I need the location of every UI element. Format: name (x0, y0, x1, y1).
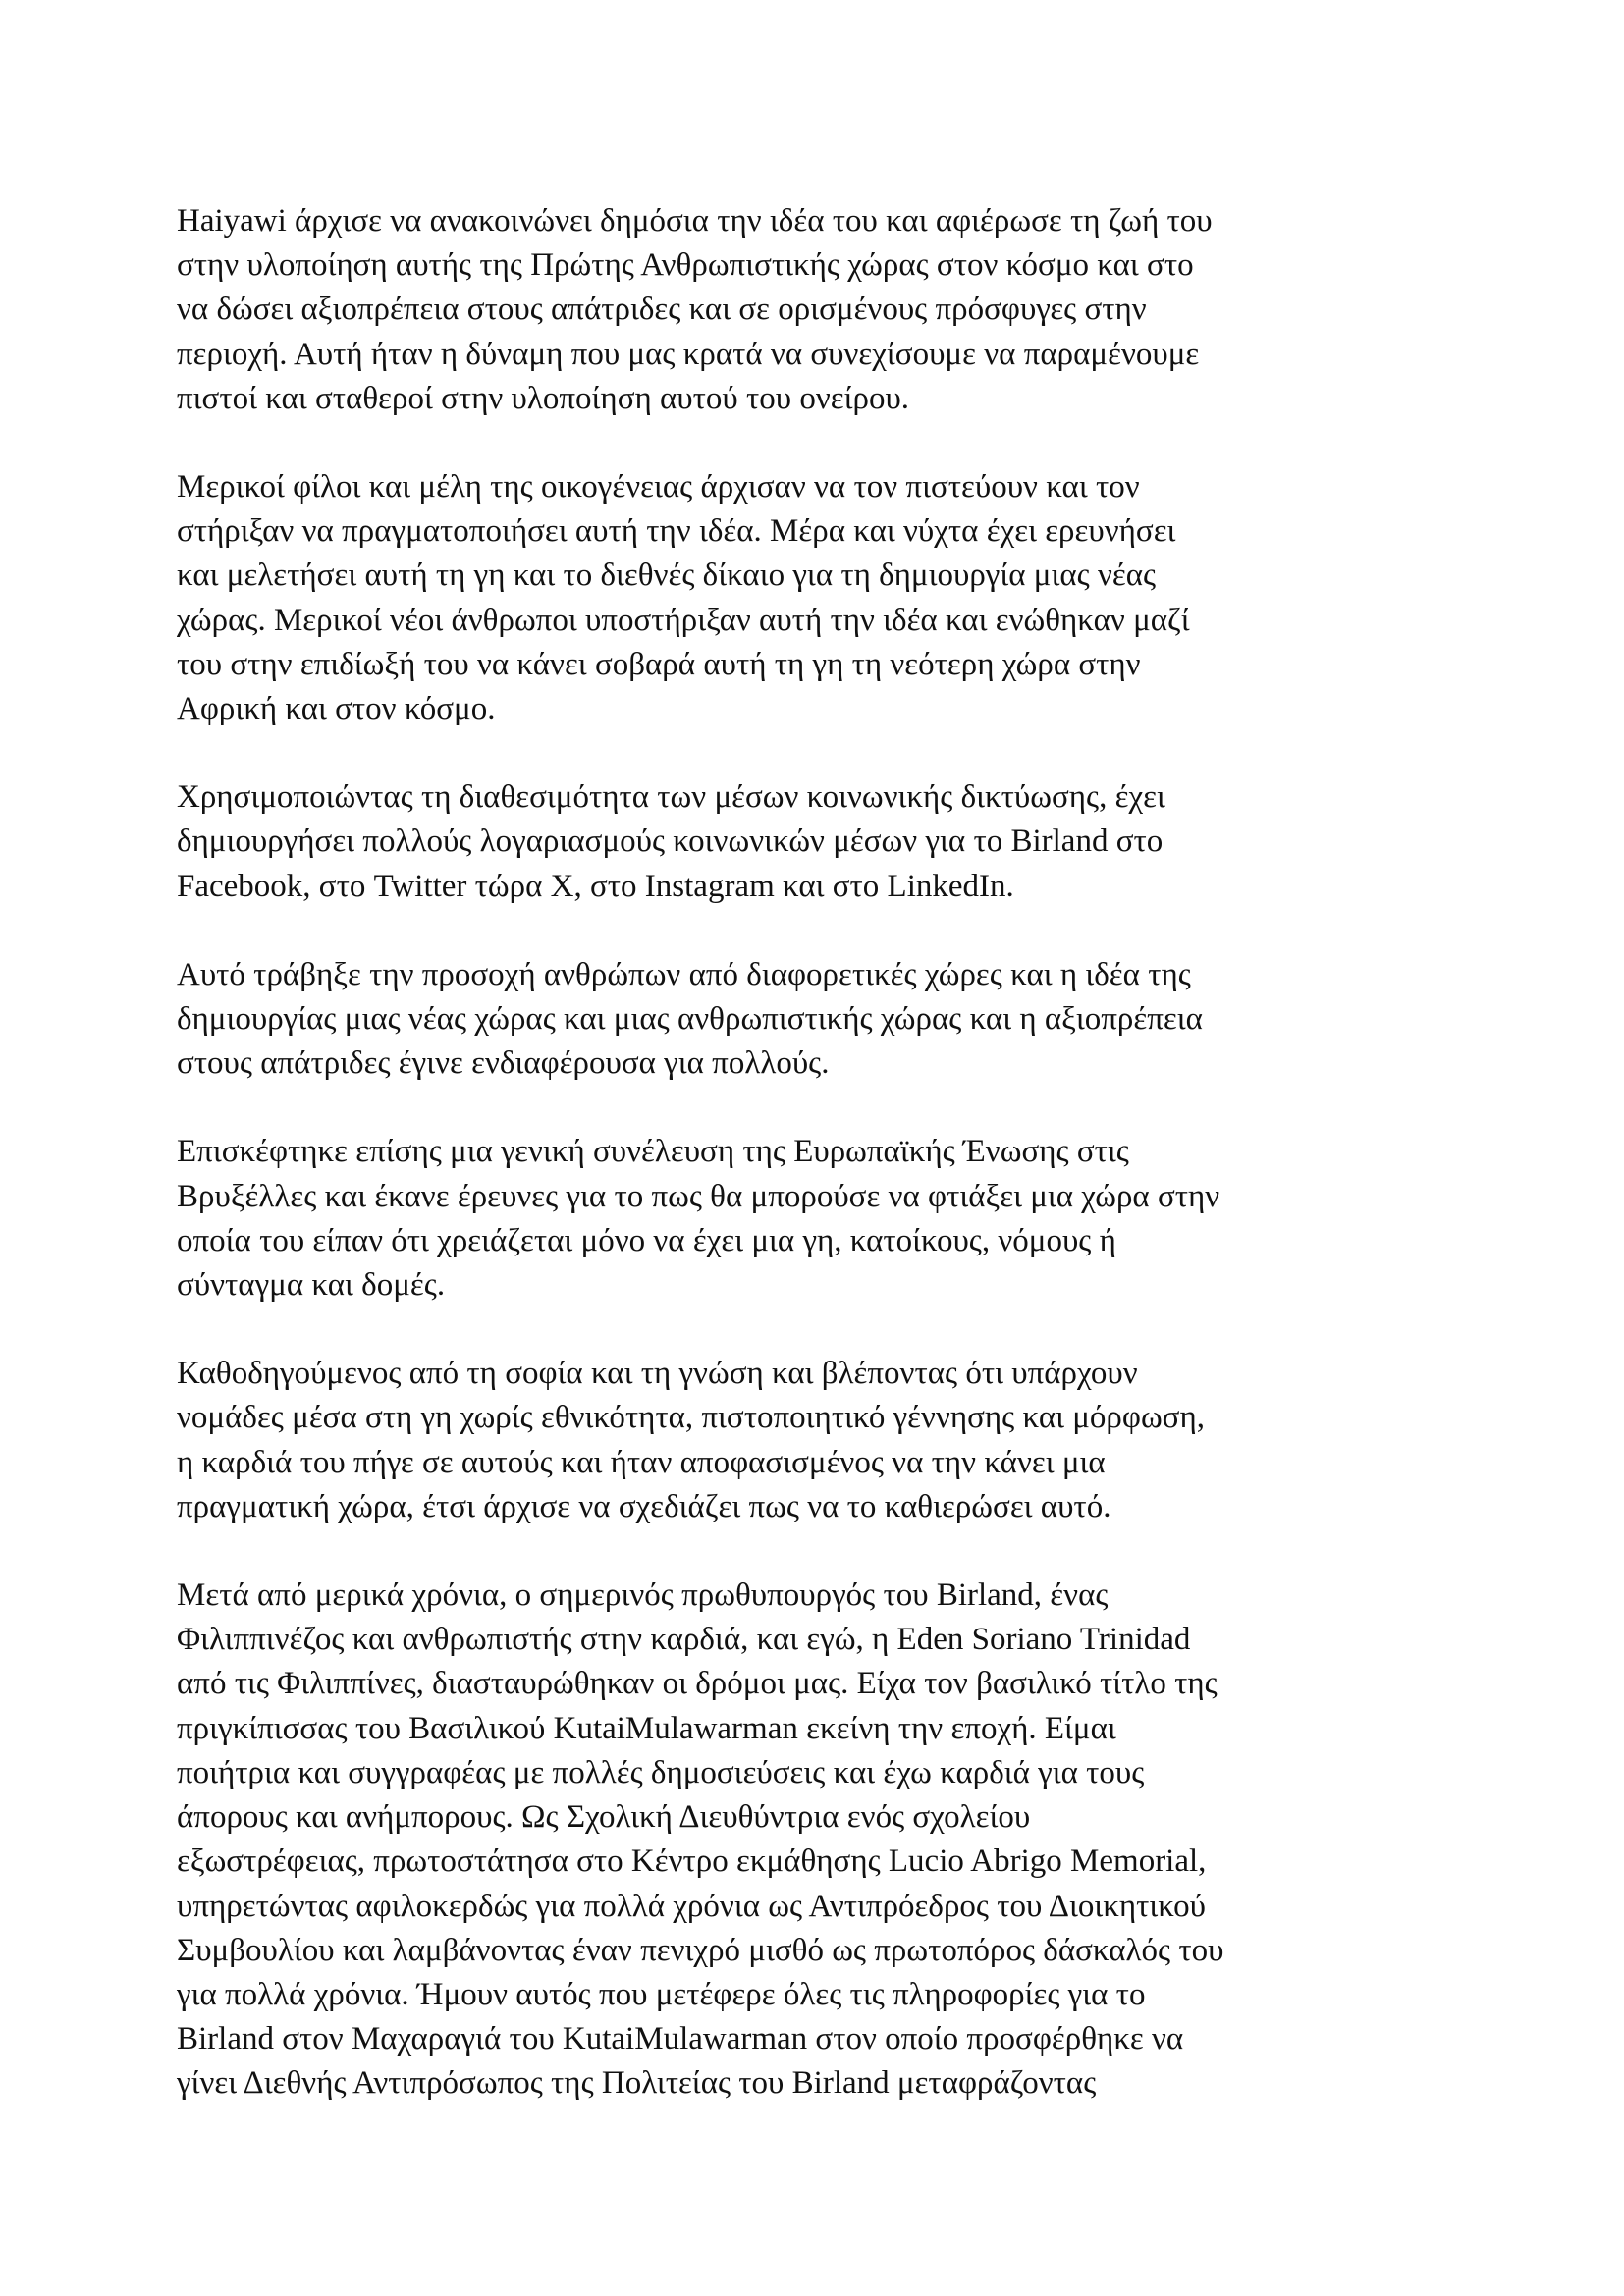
text-line: Φιλιππινέζος και ανθρωπιστής στην καρδιά, και εγώ, η Eden Soriano Trinidad (177, 1622, 1191, 1658)
text-line: Μερικοί φίλοι και μέλη της οικογένειας άρχισαν να τον πιστεύουν και τον (177, 469, 1140, 506)
text-line: να δώσει αξιοπρέπεια στους απάτριδες και σε ορισμένους πρόσφυγες στην (177, 292, 1147, 328)
text-line: σύνταγμα και δομές. (177, 1267, 446, 1304)
text-line: οποία του είπαν ότι χρειάζεται μόνο να έχει μια γη, κατοίκους, νόμους ή (177, 1222, 1116, 1258)
text-line: Μετά από μερικά χρόνια, ο σημερινός πρωθυπουργός του Birland, ένας (177, 1577, 1109, 1614)
paragraph-7 (177, 1574, 1453, 2106)
paragraph-4 (177, 953, 1453, 1087)
text-line: από τις Φιλιππίνες, διασταυρώθηκαν οι δρόμοι μας. Είχα τον βασιλικό τίτλο της (177, 1666, 1218, 1702)
text-line: χώρας. Μερικοί νέοι άνθρωποι υποστήριξαν αυτή την ιδέα και ενώθηκαν μαζί (177, 602, 1190, 638)
text-line: για πολλά χρόνια. Ήμουν αυτός που μετέφερε όλες τις πληροφορίες για το (177, 1976, 1146, 2012)
text-line: Αφρική και στον κόσμο. (177, 691, 496, 727)
text-line: Συμβουλίου και λαμβάνοντας έναν πενιχρό μισθό ως πρωτοπόρος δάσκαλός του (177, 1932, 1224, 1968)
text-line: στην υλοποίηση αυτής της Πρώτης Ανθρωπιστικής χώρας στον κόσμο και στο (177, 247, 1194, 284)
text-line: στήριξαν να πραγματοποιήσει αυτή την ιδέα. Μέρα και νύχτα έχει ερευνήσει (177, 513, 1176, 550)
text-line: Βρυξέλλες και έκανε έρευνες για το πως θα μπορούσε να φτιάξει μια χώρα στην (177, 1178, 1220, 1214)
text-line: εξωστρέφειας, πρωτοστάτησα στο Κέντρο εκμάθησης Lucio Abrigo Memorial, (177, 1843, 1207, 1880)
text-line: ποιήτρια και συγγραφέας με πολλές δημοσιεύσεις και έχω καρδιά για τους (177, 1754, 1145, 1790)
text-line: Επισκέφτηκε επίσης μια γενική συνέλευση της Ευρωπαϊκής Ένωσης στις (177, 1134, 1129, 1170)
text-line: η καρδιά του πήγε σε αυτούς και ήταν αποφασισμένος να την κάνει μια (177, 1444, 1106, 1480)
text-line: του στην επιδίωξή του να κάνει σοβαρά αυτή τη γη τη νεότερη χώρα στην (177, 646, 1141, 682)
text-line: Χρησιμοποιώντας τη διαθεσιμότητα των μέσων κοινωνικής δικτύωσης, έχει (177, 779, 1165, 816)
text-line: στους απάτριδες έγινε ενδιαφέρουσα για πολλούς. (177, 1045, 830, 1082)
paragraph-3 (177, 775, 1453, 909)
text-line: Facebook, στο Twitter τώρα X, στο Instagram και στο LinkedIn. (177, 868, 1014, 904)
document-body (177, 199, 1453, 2151)
paragraph-2 (177, 465, 1453, 731)
text-line: υπηρετώντας αφιλοκερδώς για πολλά χρόνια ως Αντιπρόεδρος του Διοικητικού (177, 1888, 1207, 1924)
text-line: Birland στον Μαχαραγιά του KutaiMulawarman στον οποίο προσφέρθηκε να (177, 2021, 1184, 2057)
text-line: Αυτό τράβηξε την προσοχή ανθρώπων από διαφορετικές χώρες και η ιδέα της (177, 956, 1191, 992)
text-line: περιοχή. Αυτή ήταν η δύναμη που μας κρατά να συνεχίσουμε να παραμένουμε (177, 336, 1200, 372)
text-line: Haiyawi άρχισε να ανακοινώνει δημόσια την ιδέα του και αφιέρωσε τη ζωή του (177, 203, 1213, 239)
paragraph-1 (177, 199, 1453, 421)
paragraph-5 (177, 1130, 1453, 1308)
text-line: πραγματική χώρα, έτσι άρχισε να σχεδιάζει πως να το καθιερώσει αυτό. (177, 1488, 1111, 1524)
text-line: Καθοδηγούμενος από τη σοφία και τη γνώση και βλέποντας ότι υπάρχουν (177, 1356, 1138, 1392)
text-line: πριγκίπισσας του Βασιλικού KutaiMulawarman εκείνη την εποχή. Είμαι (177, 1710, 1116, 1746)
text-line: δημιουργήσει πολλούς λογαριασμούς κοινωνικών μέσων για το Birland στο (177, 824, 1164, 860)
paragraph-6 (177, 1352, 1453, 1529)
text-line: και μελετήσει αυτή τη γη και το διεθνές δίκαιο για τη δημιουργία μιας νέας (177, 558, 1157, 594)
text-line: πιστοί και σταθεροί στην υλοποίηση αυτού του ονείρου. (177, 380, 910, 416)
text-line: άπορους και ανήμπορους. Ως Σχολική Διευθύντρια ενός σχολείου (177, 1799, 1031, 1836)
text-line: γίνει Διεθνής Αντιπρόσωπος της Πολιτείας του Birland μεταφράζοντας (177, 2065, 1097, 2102)
text-line: νομάδες μέσα στη γη χωρίς εθνικότητα, πιστοποιητικό γέννησης και μόρφωση, (177, 1400, 1205, 1436)
text-line: δημιουργίας μιας νέας χώρας και μιας ανθρωπιστικής χώρας και η αξιοπρέπεια (177, 1001, 1203, 1038)
